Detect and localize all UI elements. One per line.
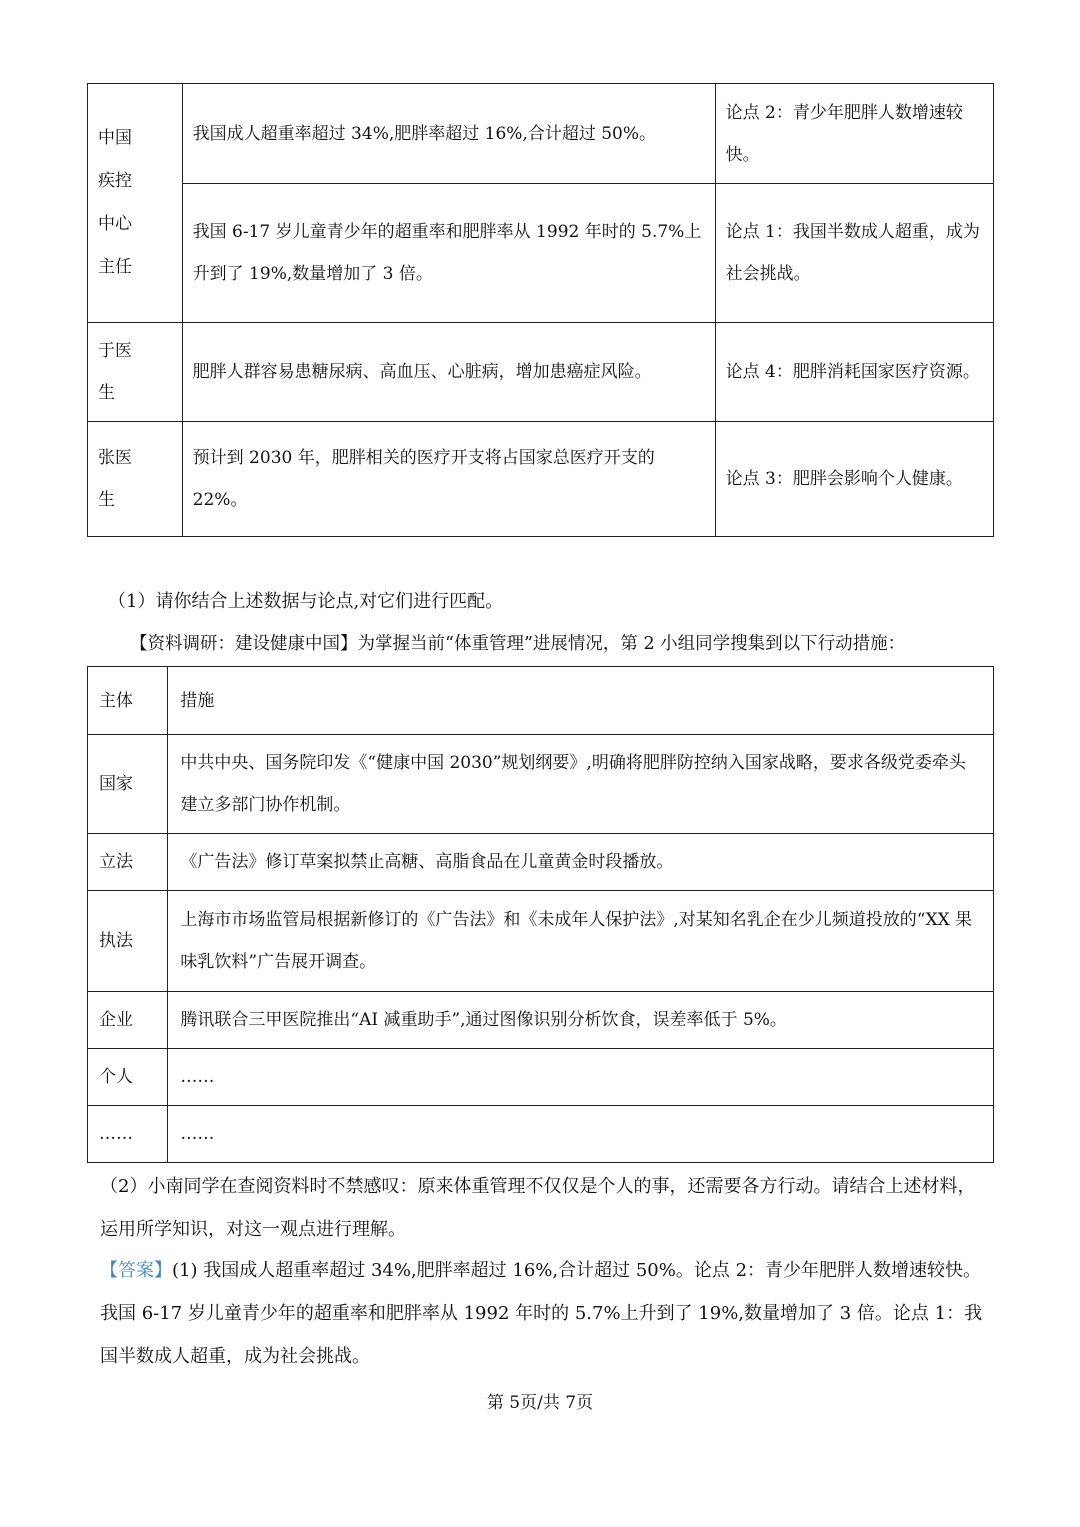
point-cell: 论点 2：青少年肥胖人数增速较快。 (715, 84, 993, 184)
subject-cell: 个人 (88, 1049, 168, 1106)
answer-tag: 【答案】 (100, 1260, 172, 1281)
subject-cell: 国家 (88, 735, 168, 834)
point-cell: 论点 1：我国半数成人超重，成为社会挑战。 (715, 184, 993, 323)
subject-cell: …… (88, 1106, 168, 1163)
subject-cell: 执法 (88, 891, 168, 992)
measure-cell: …… (168, 1049, 994, 1106)
answer-text: (1) 我国成人超重率超过 34%,肥胖率超过 16%,合计超过 50%。论点 2：青少年肥胖人数增速较快。我国 6-17 岁儿童青少年的超重率和肥胖率从 1992 年时的 5.7%上升到了 19%,数量增加了 3 倍。论点 1：我国半数成人超重，成为社会挑战。 (100, 1260, 983, 1367)
source-cell (88, 422, 183, 537)
question-2: （2）小南同学在查阅资料时不禁感叹：原来体重管理不仅仅是个人的事，还需要各方行动。请结合上述材料，运用所学知识，对这一观点进行理解。 (100, 1176, 976, 1240)
measure-cell: 腾讯联合三甲医院推出“AI 减重助手”,通过图像识别分析饮食，误差率低于 5%。 (168, 992, 994, 1049)
source-cell (88, 323, 183, 422)
data-cell: 预计到 2030 年，肥胖相关的医疗开支将占国家总医疗开支的 22%。 (182, 422, 715, 537)
measure-cell: 中共中央、国务院印发《“健康中国 2030”规划纲要》,明确将肥胖防控纳入国家战略，要求各级党委牵头建立多部门协作机制。 (168, 735, 994, 834)
answer-block (100, 1249, 990, 1378)
subject-cell: 企业 (88, 992, 168, 1049)
data-cell: 肥胖人群容易患糖尿病、高血压、心脏病，增加患癌症风险。 (182, 323, 715, 422)
source-label: 于医生 (98, 341, 132, 403)
question-1: （1）请你结合上述数据与论点,对它们进行匹配。 (108, 591, 504, 612)
research-intro: 【资料调研：建设健康中国】为掌握当前“体重管理”进展情况，第 2 小组同学搜集到以下行动措施： (130, 634, 906, 654)
header-measure: 措施 (168, 667, 994, 735)
measure-cell: 上海市市场监管局根据新修订的《广告法》和《未成年人保护法》,对某知名乳企在少儿频道投放的“XX 果味乳饮料”广告展开调查。 (168, 891, 994, 992)
header-subject: 主体 (88, 667, 168, 735)
point-cell: 论点 3：肥胖会影响个人健康。 (715, 422, 993, 537)
page-footer: 第 5页/共 7页 (486, 1393, 594, 1413)
data-cell: 我国成人超重率超过 34%,肥胖率超过 16%,合计超过 50%。 (182, 84, 715, 184)
data-argument-table (87, 83, 994, 537)
measure-cell: 《广告法》修订草案拟禁止高糖、高脂食品在儿童黄金时段播放。 (168, 834, 994, 891)
source-label: 张医生 (98, 448, 132, 510)
measures-table (87, 666, 994, 1163)
measure-cell: …… (168, 1106, 994, 1163)
point-cell: 论点 4：肥胖消耗国家医疗资源。 (715, 323, 993, 422)
source-label: 中国疾控中心主任 (98, 128, 132, 277)
subject-cell: 立法 (88, 834, 168, 891)
data-cell: 我国 6-17 岁儿童青少年的超重率和肥胖率从 1992 年时的 5.7%上升到了 19%,数量增加了 3 倍。 (182, 184, 715, 323)
source-cell (88, 84, 183, 323)
